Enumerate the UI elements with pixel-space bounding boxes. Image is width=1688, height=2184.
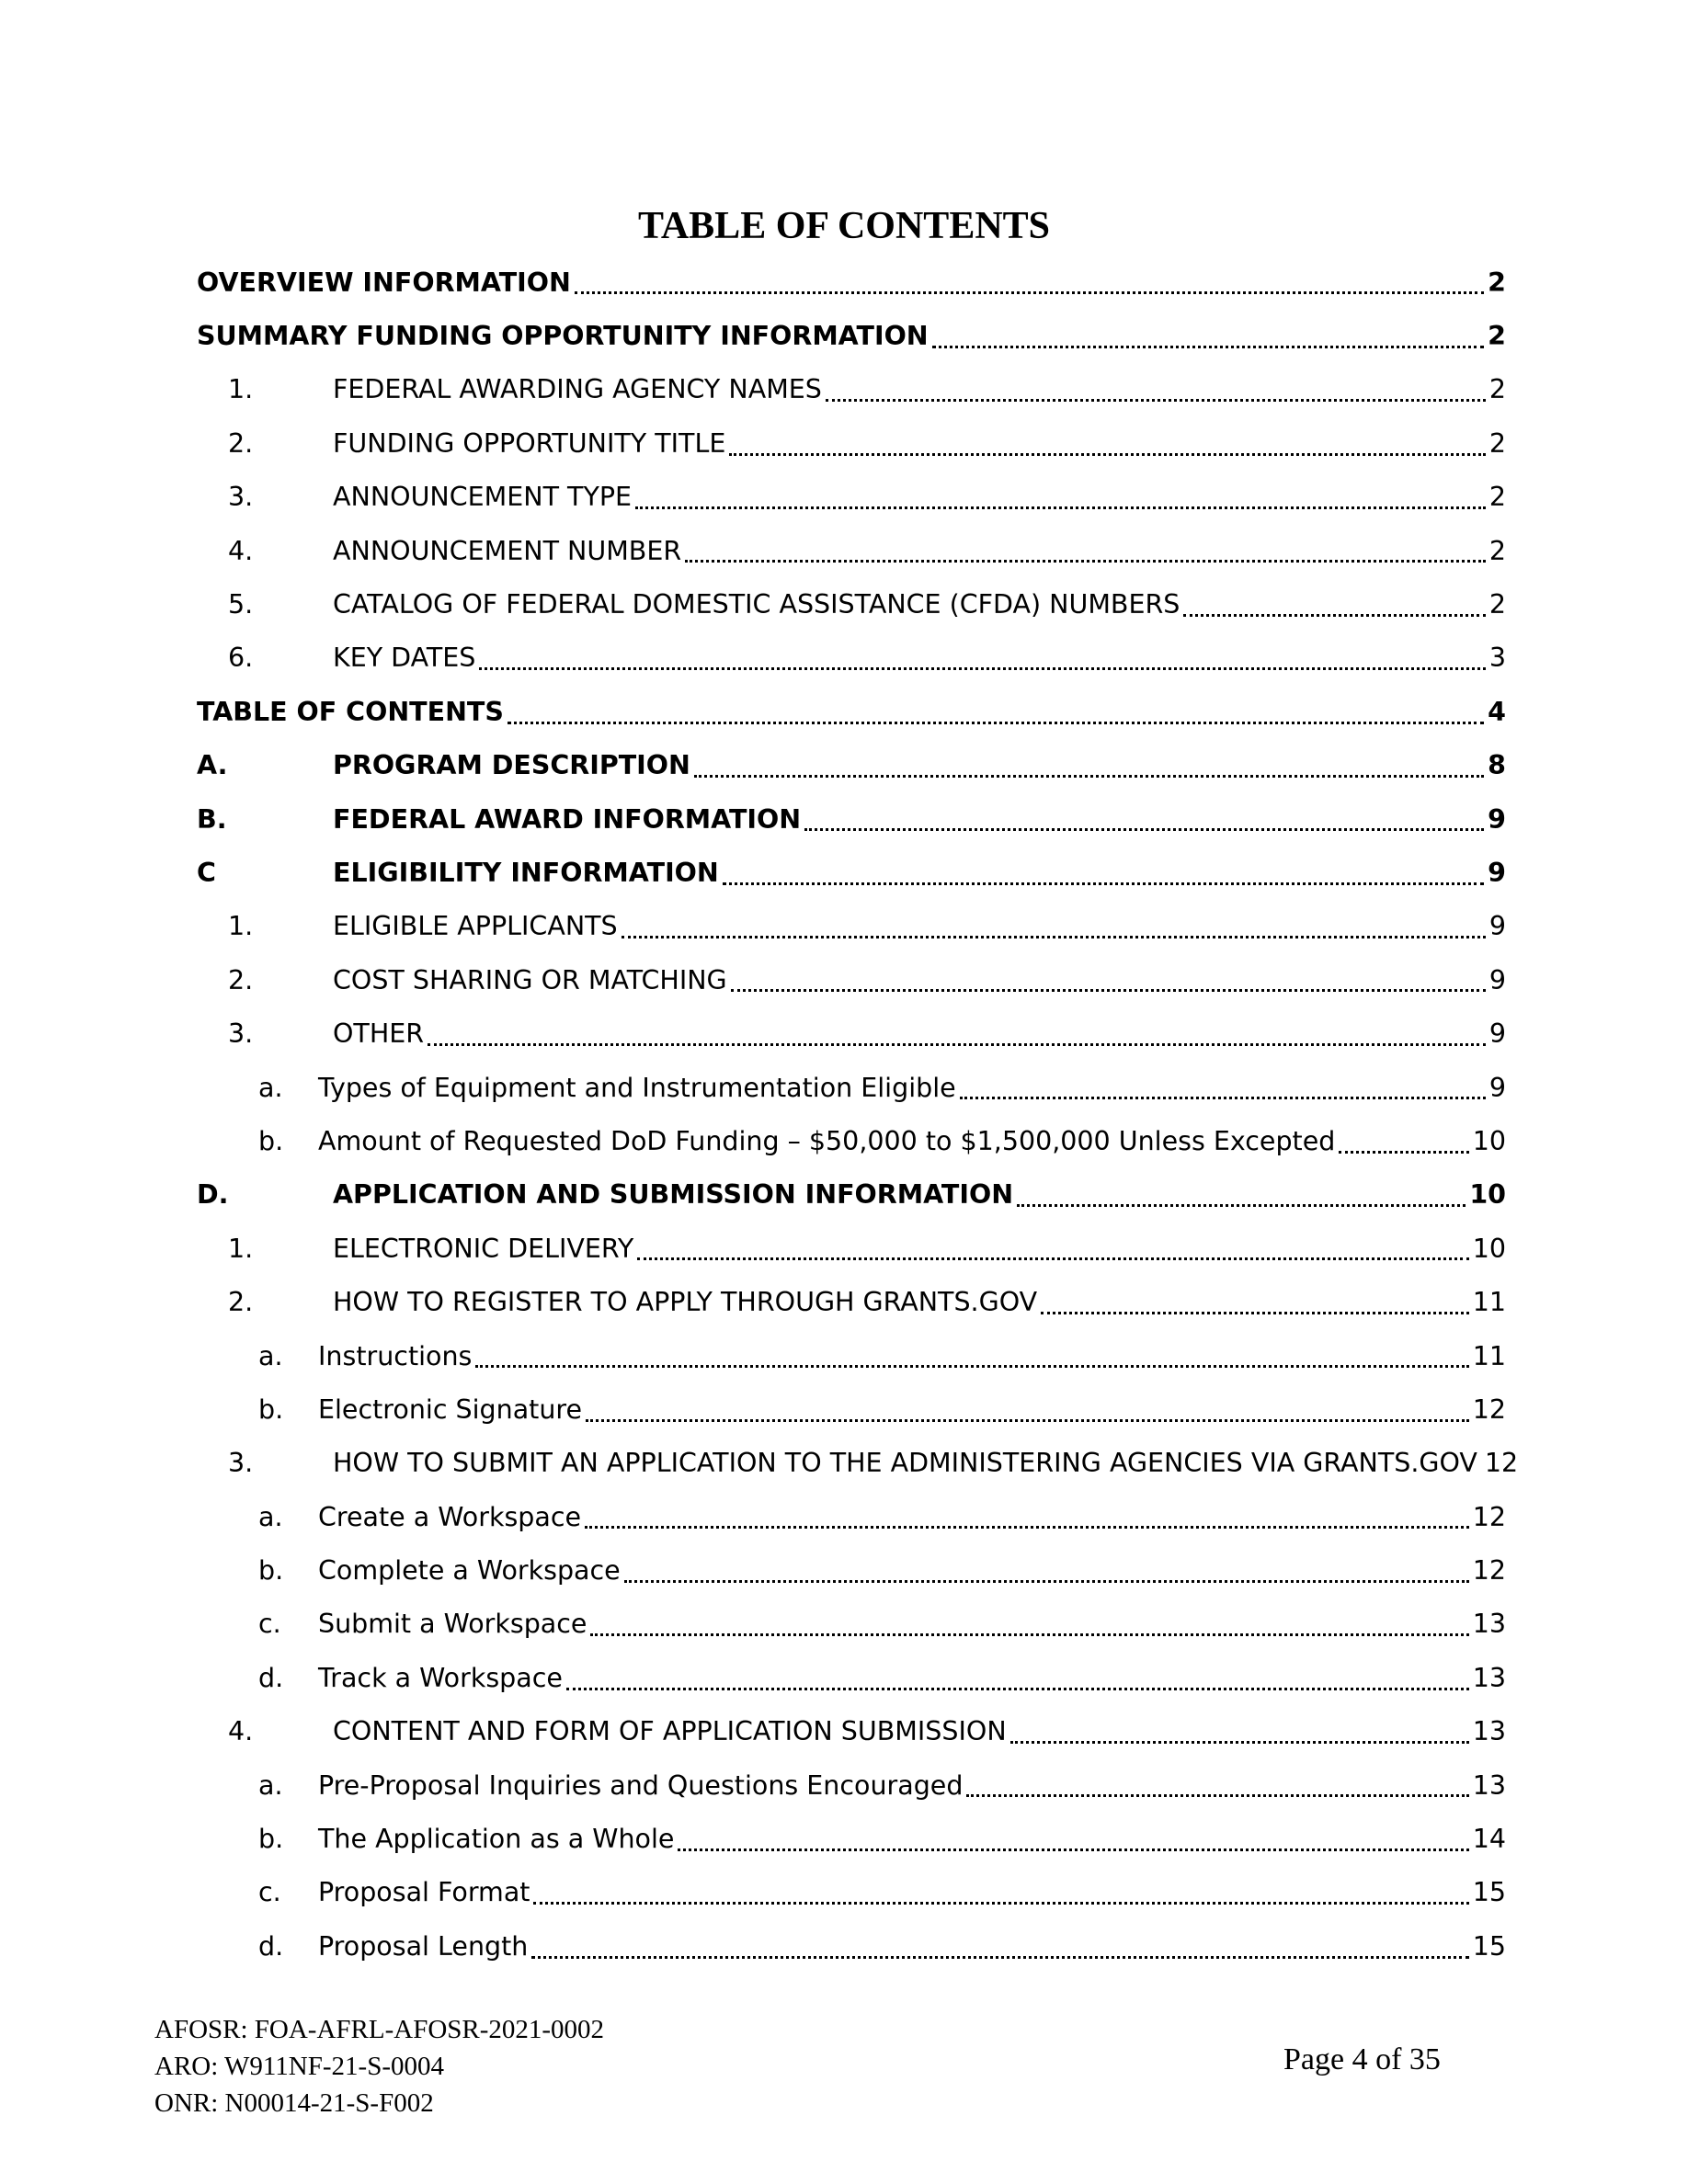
toc-dot-leader xyxy=(1041,1312,1469,1314)
toc-entry-number: 1. xyxy=(228,374,254,405)
toc-entry-body xyxy=(333,792,1506,846)
page-number: Page 4 of 35 xyxy=(1283,2042,1441,2076)
toc-entry-number: d. xyxy=(258,1930,284,1962)
toc-entry-number: b. xyxy=(258,1555,284,1587)
toc-entry-label: Amount of Requested DoD Funding – $50,000 to $1,500,000 Unless Excepted xyxy=(318,1125,1336,1156)
toc-entry-page: 11 xyxy=(1472,1287,1506,1318)
toc-entry-body xyxy=(333,524,1506,577)
toc-entry-label: HOW TO REGISTER TO APPLY THROUGH GRANTS.GOV xyxy=(333,1287,1038,1318)
toc-entry[interactable] xyxy=(197,1222,1506,1275)
toc-dot-leader xyxy=(533,1902,1468,1905)
toc-entry-body xyxy=(318,1543,1506,1597)
toc-entry[interactable] xyxy=(197,1812,1506,1865)
toc-entry-page: 2 xyxy=(1488,321,1506,352)
toc-entry-number: 6. xyxy=(228,643,254,674)
toc-entry[interactable] xyxy=(197,685,1506,738)
toc-entry-body xyxy=(333,1007,1506,1060)
toc-entry-page: 9 xyxy=(1488,1072,1506,1103)
toc-entry-body xyxy=(318,1114,1506,1167)
toc-entry[interactable] xyxy=(197,1275,1506,1328)
toc-entry-label: OTHER xyxy=(333,1018,425,1050)
toc-dot-leader xyxy=(637,1257,1468,1260)
toc-entry-page: 10 xyxy=(1469,1179,1506,1211)
toc-entry-body xyxy=(318,1061,1506,1114)
toc-entry-number: b. xyxy=(258,1824,284,1855)
toc-dot-leader xyxy=(804,828,1484,831)
toc-entry-label: Create a Workspace xyxy=(318,1501,582,1532)
toc-entry-page: 13 xyxy=(1472,1716,1506,1747)
toc-entry[interactable] xyxy=(197,1598,1506,1651)
toc-entry[interactable] xyxy=(197,416,1506,470)
toc-dot-leader xyxy=(575,291,1484,294)
toc-entry-body xyxy=(333,1168,1506,1222)
toc-entry[interactable] xyxy=(197,1758,1506,1812)
toc-entry-page: 9 xyxy=(1488,911,1506,942)
toc-entry-body xyxy=(197,309,1506,362)
toc-entry-label: Proposal Length xyxy=(318,1930,529,1962)
toc-entry-number: A. xyxy=(197,750,228,781)
toc-entry-page: 9 xyxy=(1488,1018,1506,1050)
footer-identifiers xyxy=(154,2011,604,2121)
toc-entry-number: a. xyxy=(258,1072,283,1103)
toc-entry[interactable] xyxy=(197,1168,1506,1222)
toc-dot-leader xyxy=(531,1956,1468,1959)
toc-entry[interactable] xyxy=(197,739,1506,792)
toc-entry-number: 1. xyxy=(228,1233,254,1264)
toc-entry-label: Pre-Proposal Inquiries and Questions Encouraged xyxy=(318,1769,964,1801)
toc-entry-number: c. xyxy=(258,1877,281,1908)
toc-entry-page: 14 xyxy=(1472,1824,1506,1855)
toc-dot-leader xyxy=(685,560,1486,563)
toc-entry-label: FUNDING OPPORTUNITY TITLE xyxy=(333,427,726,459)
toc-entry-label: OVERVIEW INFORMATION xyxy=(197,267,571,298)
toc-entry[interactable] xyxy=(197,1437,1519,1490)
toc-entry-page: 2 xyxy=(1488,589,1506,620)
toc-entry[interactable] xyxy=(197,1061,1506,1114)
toc-entry-number: 4. xyxy=(228,535,254,566)
toc-entry[interactable] xyxy=(197,363,1506,416)
toc-entry-page: 9 xyxy=(1488,857,1506,888)
toc-entry-body xyxy=(318,1329,1506,1382)
toc-dot-leader xyxy=(694,775,1484,778)
toc-entry-body xyxy=(333,900,1506,953)
toc-entry-page: 9 xyxy=(1488,803,1506,835)
toc-entry-label: HOW TO SUBMIT AN APPLICATION TO THE ADMINISTERING AGENCIES VIA GRANTS.GOV xyxy=(333,1448,1477,1479)
toc-entry-label: Track a Workspace xyxy=(318,1662,563,1693)
toc-dot-leader xyxy=(635,506,1486,509)
toc-entry[interactable] xyxy=(197,256,1506,309)
toc-entry-number: d. xyxy=(258,1662,284,1693)
toc-dot-leader xyxy=(731,989,1486,992)
toc-entry-number: 3. xyxy=(228,1448,254,1479)
toc-entry-number: 2. xyxy=(228,964,254,995)
toc-dot-leader xyxy=(723,882,1484,885)
toc-entry-label: ELIGIBLE APPLICANTS xyxy=(333,911,618,942)
toc-entry-label: ELECTRONIC DELIVERY xyxy=(333,1233,634,1264)
toc-entry-body xyxy=(333,846,1506,899)
footer-line-aro: ARO: W911NF-21-S-0004 xyxy=(154,2052,444,2081)
footer-line-afosr: AFOSR: FOA-AFRL-AFOSR-2021-0002 xyxy=(154,2015,605,2044)
toc-entry-page: 15 xyxy=(1472,1930,1506,1962)
toc-entry-number: c. xyxy=(258,1609,281,1640)
toc-entry-page: 4 xyxy=(1488,696,1506,727)
toc-dot-leader xyxy=(729,453,1486,456)
toc-entry-label: COST SHARING OR MATCHING xyxy=(333,964,727,995)
toc-entry-page: 13 xyxy=(1472,1609,1506,1640)
toc-entry[interactable] xyxy=(197,577,1506,631)
toc-entry-number: 4. xyxy=(228,1716,254,1747)
toc-entry-number: C xyxy=(197,857,216,888)
toc-entry[interactable] xyxy=(197,631,1506,685)
toc-entry-label: SUMMARY FUNDING OPPORTUNITY INFORMATION xyxy=(197,321,929,352)
toc-entry[interactable] xyxy=(197,953,1506,1007)
toc-entry[interactable] xyxy=(197,1919,1506,1973)
toc-entry-label: Types of Equipment and Instrumentation Eligible xyxy=(318,1072,956,1103)
toc-entry-body xyxy=(333,577,1506,631)
toc-entry-label: Instructions xyxy=(318,1340,473,1371)
toc-entry-body xyxy=(318,1651,1506,1704)
toc-entry[interactable] xyxy=(197,1705,1506,1758)
toc-entry-page: 2 xyxy=(1488,267,1506,298)
toc-entry-number: B. xyxy=(197,803,227,835)
toc-dot-leader xyxy=(585,1526,1469,1529)
toc-entry[interactable] xyxy=(197,1007,1506,1060)
toc-dot-leader xyxy=(622,936,1486,938)
toc-dot-leader xyxy=(826,399,1486,402)
toc-entry-number: b. xyxy=(258,1393,284,1425)
toc-entry-body xyxy=(318,1598,1506,1651)
toc-entry-page: 11 xyxy=(1472,1340,1506,1371)
toc-entry-body xyxy=(318,1382,1506,1436)
toc-entry-number: 2. xyxy=(228,1287,254,1318)
toc-entry[interactable] xyxy=(197,1490,1506,1543)
toc-entry-number: D. xyxy=(197,1179,229,1211)
toc-entry-page: 13 xyxy=(1472,1769,1506,1801)
toc-entry[interactable] xyxy=(197,471,1506,524)
toc-entry-body xyxy=(333,363,1506,416)
toc-entry[interactable] xyxy=(197,846,1506,899)
toc-entry-page: 10 xyxy=(1472,1125,1506,1156)
toc-entry-page: 15 xyxy=(1472,1877,1506,1908)
toc-dot-leader xyxy=(1339,1151,1468,1154)
toc-entry-page: 13 xyxy=(1472,1662,1506,1693)
toc-entry[interactable] xyxy=(197,524,1506,577)
toc-dot-leader xyxy=(678,1848,1468,1851)
toc-entry-page: 12 xyxy=(1484,1448,1519,1479)
toc-entry-label: KEY DATES xyxy=(333,643,476,674)
toc-entry-page: 2 xyxy=(1488,535,1506,566)
toc-entry-label: ELIGIBILITY INFORMATION xyxy=(333,857,719,888)
toc-entry[interactable] xyxy=(197,309,1506,362)
toc-entry[interactable] xyxy=(197,1114,1506,1167)
toc-dot-leader xyxy=(428,1043,1486,1046)
toc-entry-label: FEDERAL AWARD INFORMATION xyxy=(333,803,802,835)
toc-dot-leader xyxy=(1017,1204,1466,1207)
toc-entry-body xyxy=(333,471,1506,524)
footer-line-onr: ONR: N00014-21-S-F002 xyxy=(154,2088,434,2118)
toc-entry[interactable] xyxy=(197,792,1506,846)
toc-entry-page: 8 xyxy=(1488,750,1506,781)
toc-entry-number: 1. xyxy=(228,911,254,942)
toc-entry-number: 3. xyxy=(228,482,254,513)
page-title: TABLE OF CONTENTS xyxy=(637,205,1051,247)
toc-entry[interactable] xyxy=(197,1543,1506,1597)
toc-entry-label: Electronic Signature xyxy=(318,1393,583,1425)
toc-dot-leader xyxy=(586,1419,1469,1422)
toc-dot-leader xyxy=(966,1794,1468,1797)
toc-entry-label: CATALOG OF FEDERAL DOMESTIC ASSISTANCE (CFDA) NUMBERS xyxy=(333,589,1180,620)
toc-entry[interactable] xyxy=(197,1382,1506,1436)
toc-entry-label: ANNOUNCEMENT TYPE xyxy=(333,482,633,513)
toc-entry-body xyxy=(318,1812,1506,1865)
toc-entry-label: Complete a Workspace xyxy=(318,1555,621,1587)
toc-dot-leader xyxy=(624,1580,1469,1583)
toc-dot-leader xyxy=(590,1633,1468,1636)
toc-entry-label: ANNOUNCEMENT NUMBER xyxy=(333,535,682,566)
toc-dot-leader xyxy=(479,667,1485,670)
toc-list xyxy=(197,256,1519,1974)
toc-entry[interactable] xyxy=(197,1329,1506,1382)
toc-dot-leader xyxy=(932,346,1485,348)
toc-entry-body xyxy=(333,1705,1506,1758)
toc-entry-number: 3. xyxy=(228,1018,254,1050)
toc-entry-label: PROGRAM DESCRIPTION xyxy=(333,750,690,781)
toc-dot-leader xyxy=(1010,1741,1469,1744)
toc-entry-page: 12 xyxy=(1472,1393,1506,1425)
toc-entry-page: 12 xyxy=(1472,1555,1506,1587)
toc-entry-body xyxy=(333,739,1506,792)
toc-entry-label: CONTENT AND FORM OF APPLICATION SUBMISSION xyxy=(333,1716,1007,1747)
toc-entry-label: FEDERAL AWARDING AGENCY NAMES xyxy=(333,374,822,405)
toc-entry-body xyxy=(318,1758,1506,1812)
toc-dot-leader xyxy=(566,1688,1469,1690)
toc-entry-number: 5. xyxy=(228,589,254,620)
toc-entry-body xyxy=(333,416,1506,470)
toc-entry-body xyxy=(333,953,1506,1007)
toc-entry-label: The Application as a Whole xyxy=(318,1824,675,1855)
toc-entry[interactable] xyxy=(197,1866,1506,1919)
toc-entry-label: Proposal Format xyxy=(318,1877,530,1908)
toc-entry-body xyxy=(197,685,1506,738)
toc-dot-leader xyxy=(508,722,1484,724)
toc-entry-body xyxy=(333,1437,1519,1490)
toc-entry-number: a. xyxy=(258,1501,283,1532)
toc-entry-page: 2 xyxy=(1488,374,1506,405)
toc-entry-body xyxy=(318,1919,1506,1973)
toc-entry-body xyxy=(333,631,1506,685)
toc-entry-label: TABLE OF CONTENTS xyxy=(197,696,504,727)
toc-entry-page: 2 xyxy=(1488,482,1506,513)
toc-entry[interactable] xyxy=(197,900,1506,953)
toc-dot-leader xyxy=(960,1097,1486,1099)
toc-entry-page: 3 xyxy=(1488,643,1506,674)
toc-entry-number: a. xyxy=(258,1769,283,1801)
toc-entry[interactable] xyxy=(197,1651,1506,1704)
toc-entry-label: APPLICATION AND SUBMISSION INFORMATION xyxy=(333,1179,1014,1211)
toc-entry-number: 2. xyxy=(228,427,254,459)
toc-entry-body xyxy=(333,1275,1506,1328)
toc-entry-number: b. xyxy=(258,1125,284,1156)
toc-entry-page: 2 xyxy=(1488,427,1506,459)
toc-entry-body xyxy=(333,1222,1506,1275)
toc-entry-number: a. xyxy=(258,1340,283,1371)
toc-entry-page: 10 xyxy=(1472,1233,1506,1264)
toc-dot-leader xyxy=(475,1365,1468,1368)
toc-entry-body xyxy=(318,1490,1506,1543)
toc-entry-body xyxy=(197,256,1506,309)
toc-entry-page: 9 xyxy=(1488,964,1506,995)
toc-entry-body xyxy=(318,1866,1506,1919)
toc-entry-label: Submit a Workspace xyxy=(318,1609,587,1640)
toc-entry-page: 12 xyxy=(1472,1501,1506,1532)
toc-dot-leader xyxy=(1183,614,1485,617)
